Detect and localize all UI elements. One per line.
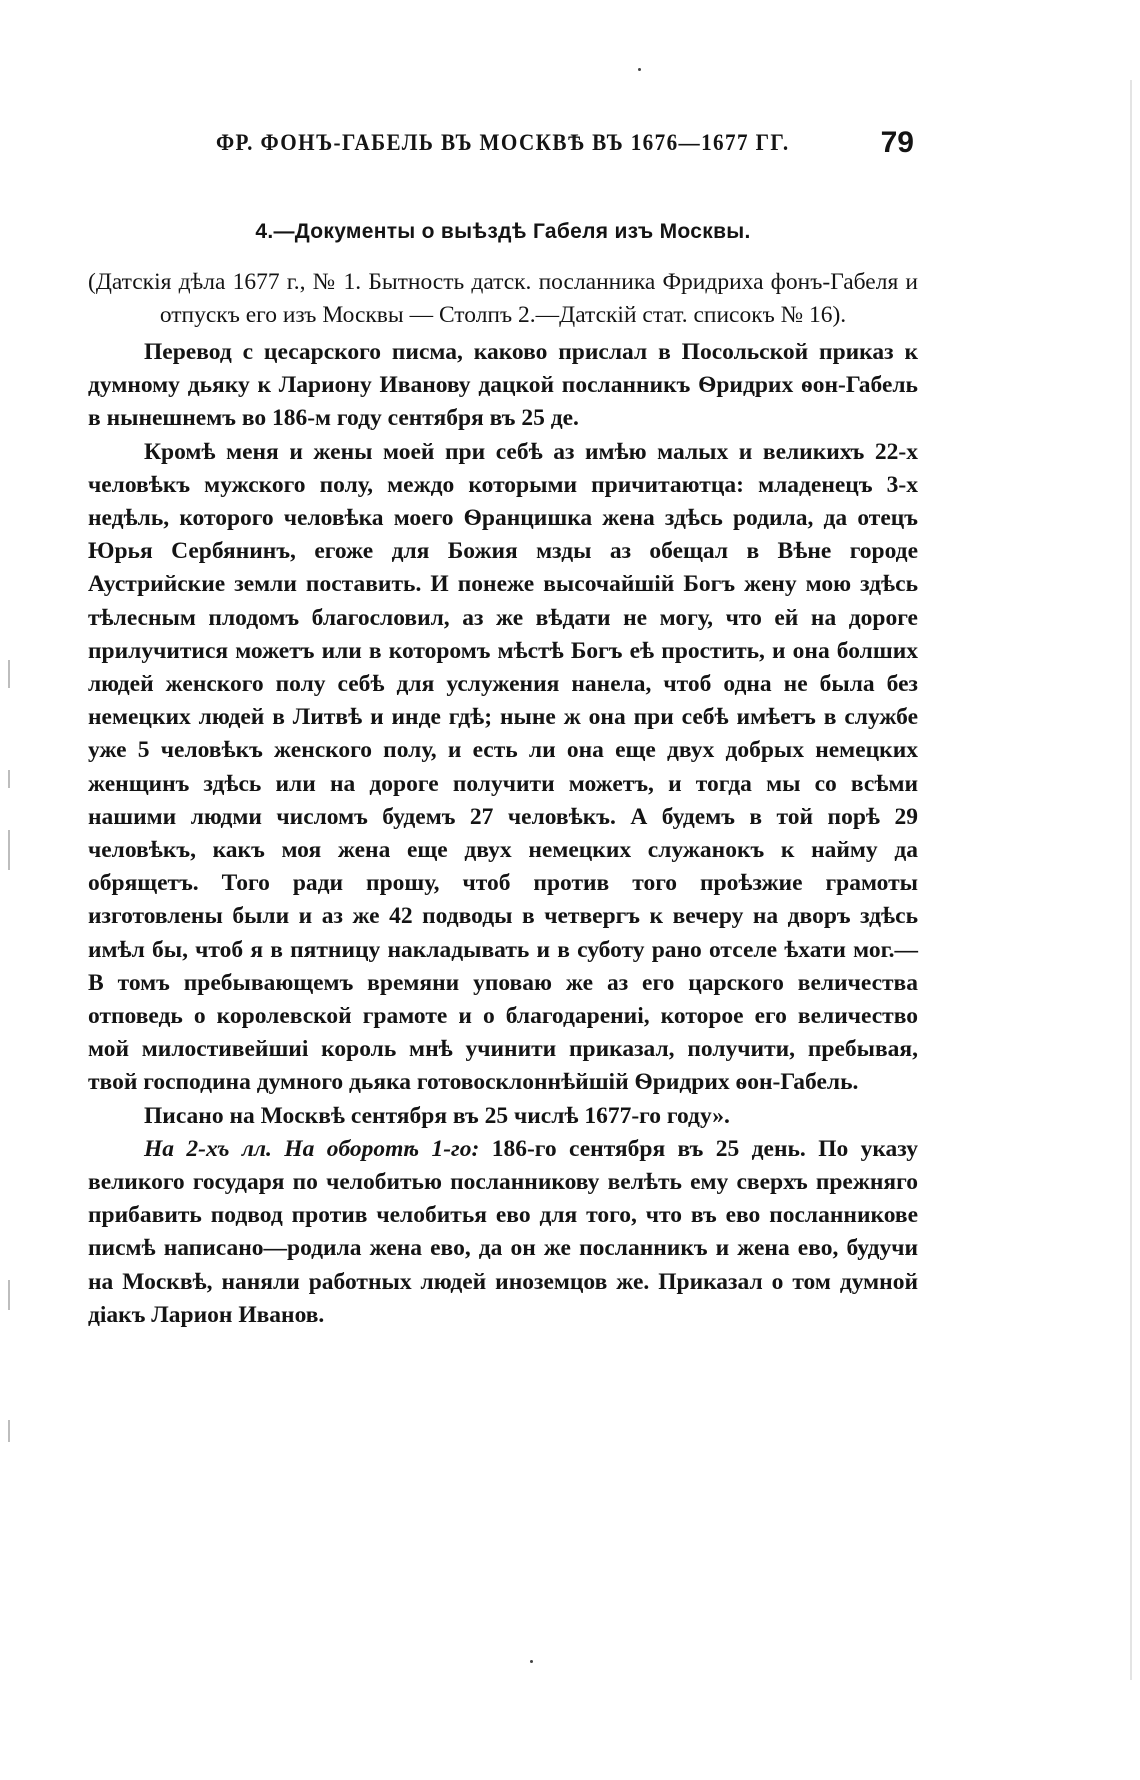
- reverse-note-label: На 2-хъ лл. На оборотѣ 1-го:: [144, 1135, 480, 1162]
- paragraph-translation-title: Перевод с цесарского писма, каково прислал в Посольской приказ к думному дьяку к Лариону Иванову дацкой посланникъ Ѳридрих ѳон-Габель в нынешнемъ во 186-м году сентября въ 25 де.: [88, 339, 918, 432]
- document-page: [88, 126, 918, 1630]
- running-title: ФР. ФОНЪ-ГАБЕЛЬ ВЪ МОСКВѢ ВЪ 1676—1677 ГГ.: [216, 130, 790, 155]
- section-heading: 4.—Документы о выѣздѣ Габеля изъ Москвы.: [255, 220, 751, 243]
- reverse-note-text: 186-го сентября въ 25 день. По указу великого государя по челобитью посланникову велѣть ему сверхъ прежняго прибавить подвод против челобитья ево для того, что въ ево посланникове писмѣ написано—родила жена ево, да он же посланникъ и жена ево, будучи на Москвѣ, наняли работных людей иноземцов же. Приказал о том думной діакъ Ларион Иванов.: [88, 1135, 918, 1328]
- running-header: [88, 126, 918, 170]
- paragraph-letter-body: Кромѣ меня и жены моей при себѣ аз имѣю малых и великихъ 22-х человѣкъ мужского полу, междо которыми причитаютца: младенецъ 3-х недѣль, которого человѣка моего Ѳранцишка жена здѣсь родила, да отецъ Юрья Сербянинъ, егоже для Божия мзды аз обещал в Вѣне городе Аустрийские земли поставить. И понеже высочайшій Богъ жену мою здѣсь тѣлесным плодомъ благословил, аз же вѣдати не могу, что ей на дороге прилучитися можетъ или в которомъ мѣстѣ Богъ еѣ простить, и она болших людей женского полу себѣ для услужения нанела, чтоб одна не была без немецких людей в Литвѣ и инде гдѣ; ныне ж она при себѣ имѣетъ в службе уже 5 человѣкъ женского полу, и есть ли она еще двух добрых немецких женщинъ здѣсь или на дороге получити можетъ, и тогда мы со всѣми нашими людми числомъ будемъ 27 человѣкъ. А будемъ в той порѣ 29 человѣкъ, какъ моя жена еще двух немецких служанокъ к найму да обрящетъ. Того ради прошу, чтоб против того проѣзжие грамоты изготовлены были и аз же 42 подводы в четвергъ к вечеру на дворъ здѣсь имѣл бы, чтоб я в пятницу накладывать и в суботу рано отселе ѣхати мог.— В томъ пребывающемъ времяни уповаю же аз его царского величества отповедь о королевской грамоте и о благодарениі, которое его величество мой милостивейшиі король мнѣ учинити приказал, получити, пребывая, твой господина думного дьяка готовосклоннѣйшій Ѳридрих ѳон-Габель.: [88, 438, 918, 1096]
- scan-speck: [638, 68, 641, 71]
- paragraph-dateline: Писано на Москвѣ сентября въ 25 числѣ 1677-го году».: [144, 1102, 730, 1129]
- paragraph-reverse-note: [88, 1133, 918, 1332]
- source-note: (Датскія дѣла 1677 г., № 1. Бытность датск. посланника Фридриха фонъ-Габеля и отпускъ его изъ Москвы — Столпъ 2.—Датскій стат. списокъ № 16).: [88, 269, 918, 328]
- scan-speck: [530, 1660, 533, 1663]
- page-number: 79: [880, 126, 914, 159]
